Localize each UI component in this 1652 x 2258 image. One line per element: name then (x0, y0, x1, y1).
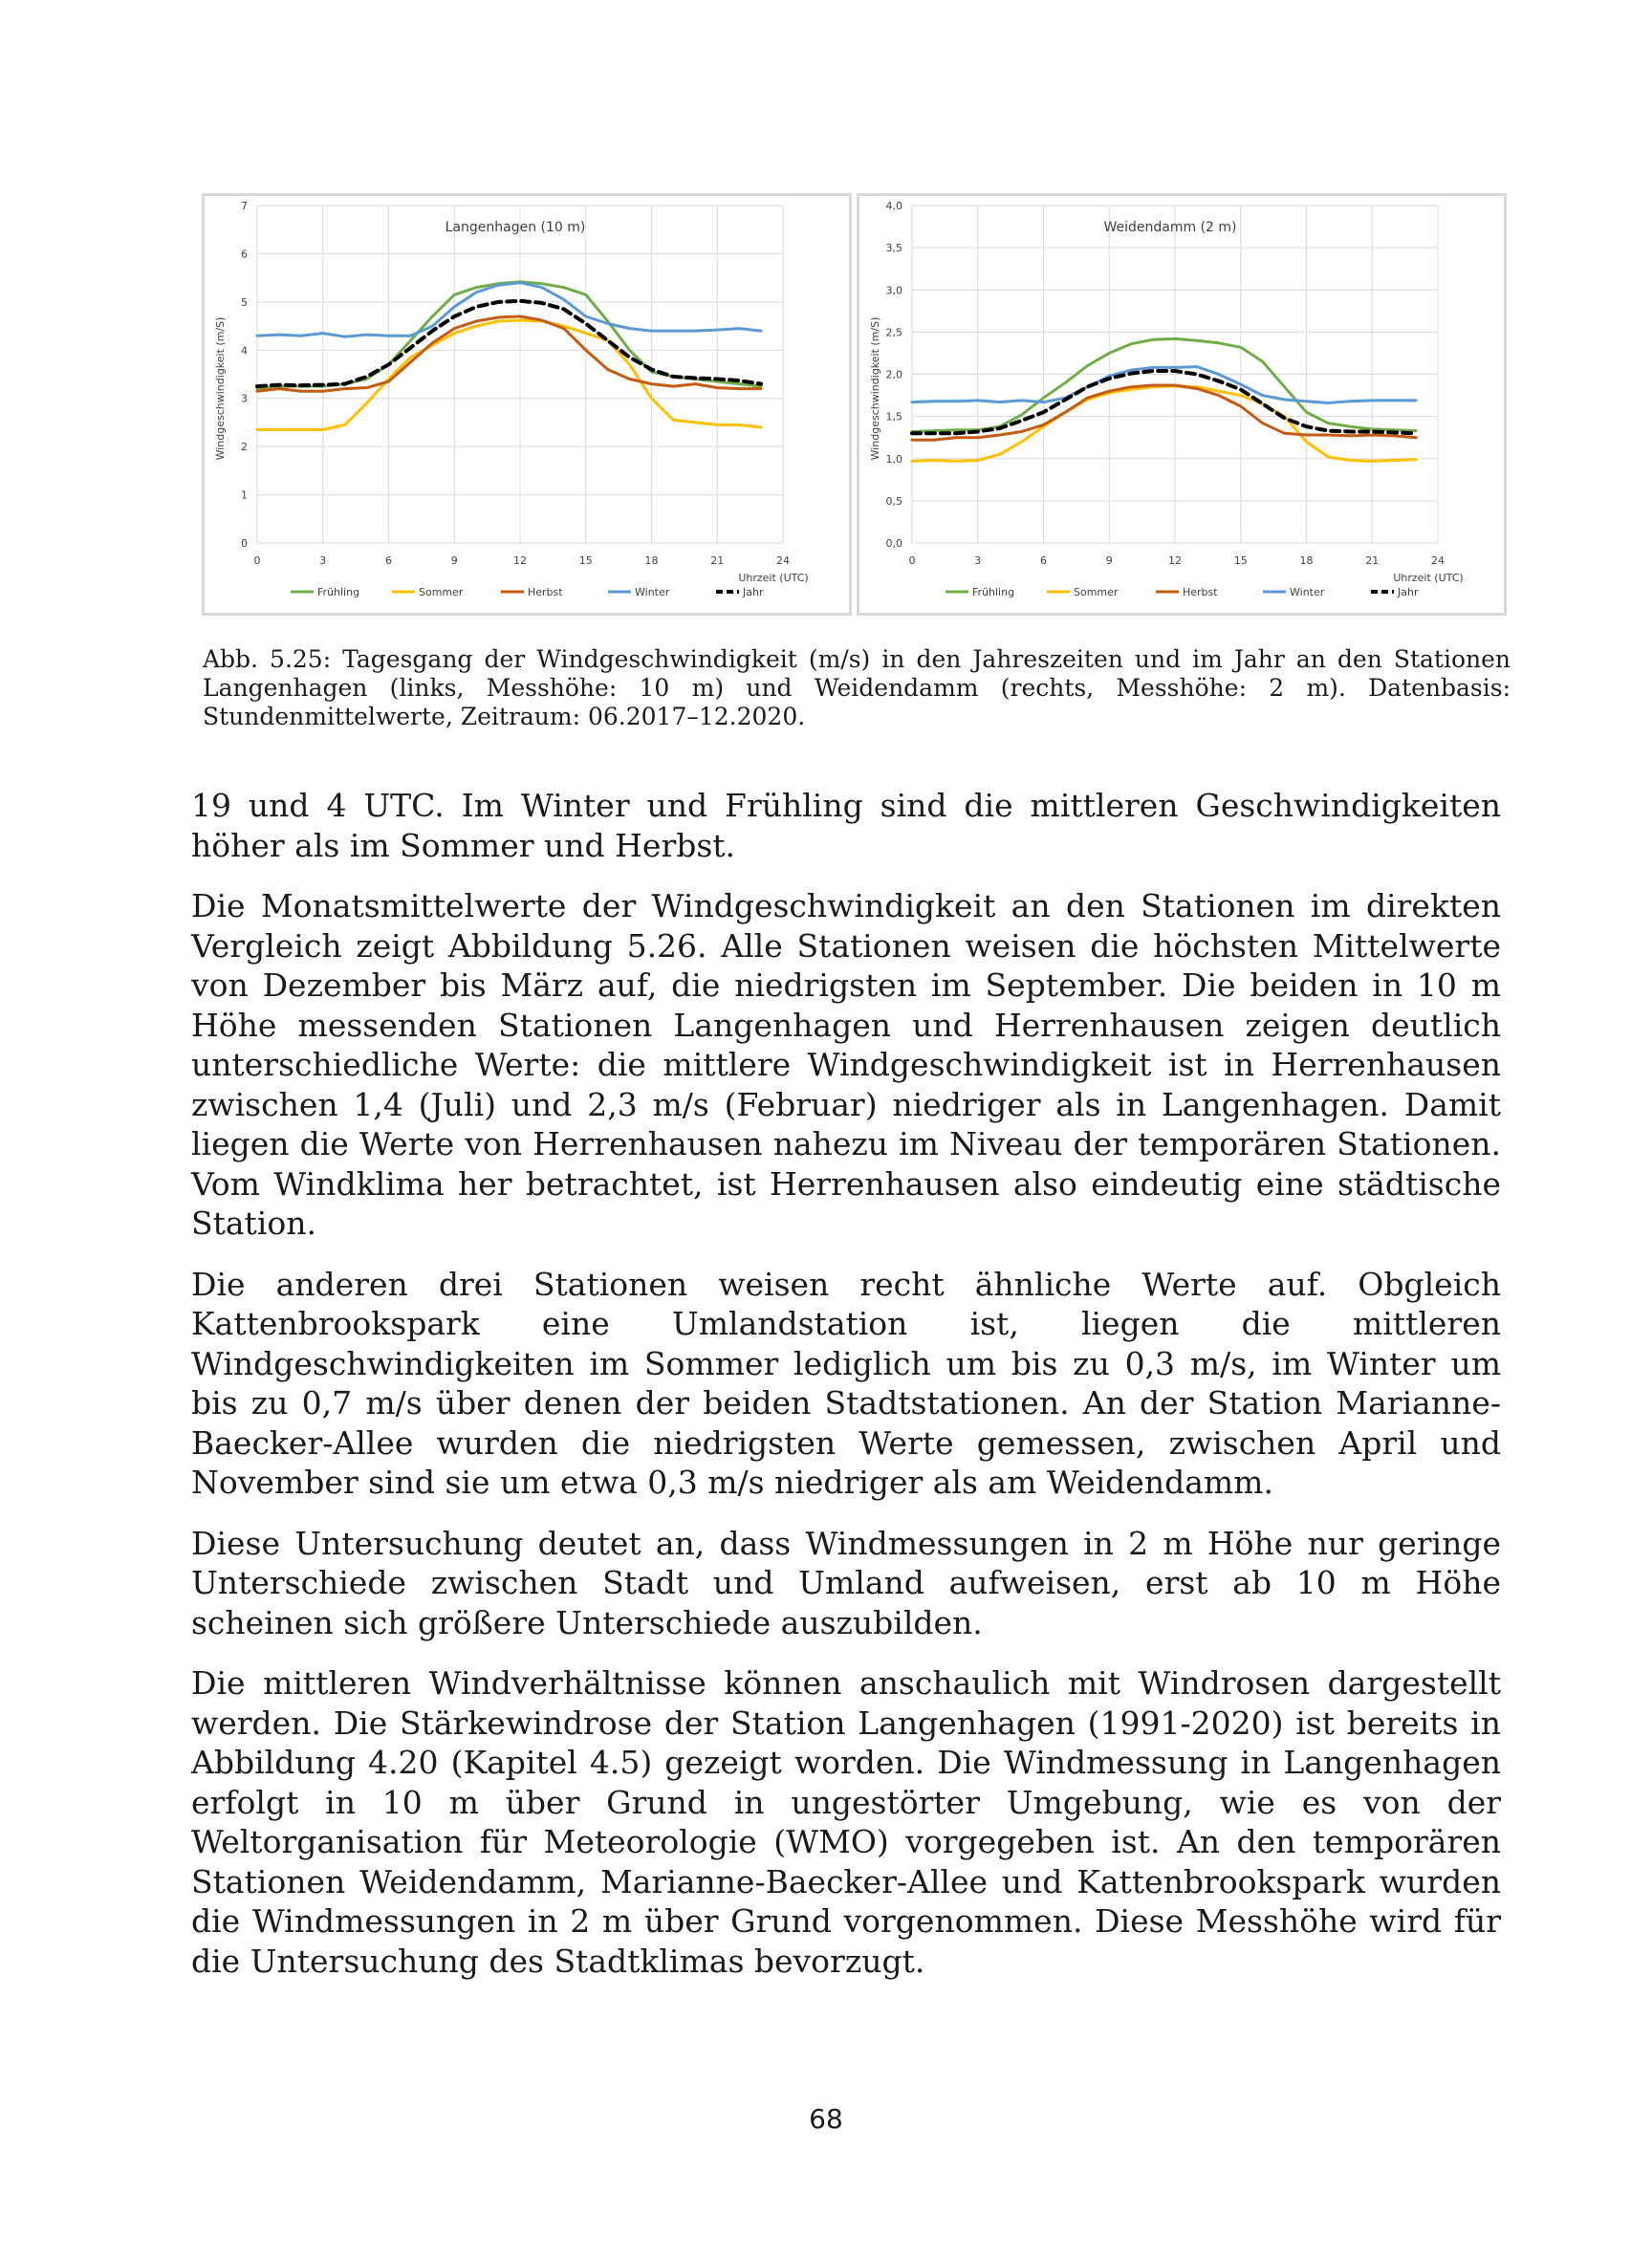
x-tick-label: 21 (1365, 554, 1380, 567)
paragraph: 19 und 4 UTC. Im Winter und Frühling sind die mittleren Geschwindigkeiten höher als im Sommer und Herbst. (191, 787, 1501, 864)
y-tick-label: 3,0 (885, 284, 902, 297)
y-tick-label: 7 (241, 200, 248, 212)
figure-caption: Abb. 5.25: Tagesgang der Windgeschwindigkeit (m/s) in den Jahreszeiten und im Jahr an den Stationen Langenhagen (links, Messhöhe: 10 m) und Weidendamm (rechts, Messhöhe: 2 m). Datenbasis: Stundenmittelwerte, Zeitraum: 06.2017–12.2020. (203, 645, 1511, 730)
y-tick-label: 1,0 (885, 452, 902, 466)
x-tick-label: 3 (319, 554, 327, 567)
y-axis-label: Windgeschwindigkeit (m/S) (869, 316, 881, 461)
x-tick-label: 18 (644, 554, 659, 567)
paragraph: Diese Untersuchung deutet an, dass Windmessungen in 2 m Höhe nur geringe Unterschiede zwischen Stadt und Umland aufweisen, erst ab 10 m Höhe scheinen sich größere Unterschiede auszubilden. (191, 1524, 1501, 1641)
x-tick-label: 0 (253, 554, 261, 567)
y-tick-label: 2 (241, 441, 248, 454)
chart-weidendamm (857, 193, 1507, 616)
series-line-sommer (257, 320, 761, 430)
y-axis-label: Windgeschwindigkeit (m/S) (214, 316, 227, 461)
x-tick-label: 0 (908, 554, 916, 567)
y-tick-label: 3 (241, 392, 248, 405)
x-tick-label: 12 (1168, 554, 1182, 567)
x-axis-label: Uhrzeit (UTC) (738, 572, 809, 584)
series-line-winter (257, 283, 761, 337)
paragraph: Die mittleren Windverhältnisse können anschaulich mit Windrosen dargestellt werden. Die Stärkewindrose der Station Langenhagen (1991-2020) ist bereits in Abbildung 4.20 (Kapitel 4.5) gezeigt worden. Die Windmessung in Langenhagen erfolgt in 10 m über Grund in ungestörter Umgebung, wie es von der Weltorganisation für Meteorologie (WMO) vorgegeben ist. An den temporären Stationen Weidendamm, Marianne-Baecker-Allee und Kattenbrookspark wurden die Windmessungen in 2 m über Grund vorgenommen. Diese Messhöhe wird für die Untersuchung des Stadtklimas bevorzugt. (191, 1664, 1501, 1980)
chart-weidendamm-svg (859, 196, 1504, 613)
legend-label: Jahr (743, 586, 764, 598)
legend-label: Herbst (528, 586, 563, 598)
x-tick-label: 3 (974, 554, 982, 567)
y-tick-label: 6 (241, 248, 248, 261)
page-number: 68 (809, 2103, 843, 2135)
y-tick-label: 1,5 (885, 410, 902, 423)
y-tick-label: 0,5 (885, 494, 902, 508)
y-tick-label: 2,5 (885, 326, 902, 339)
x-tick-label: 15 (578, 554, 593, 567)
chart-langenhagen (202, 193, 852, 616)
legend-label: Sommer (1074, 586, 1119, 598)
x-tick-label: 9 (450, 554, 458, 567)
x-tick-label: 24 (776, 554, 790, 567)
series-line-jahr (257, 301, 761, 386)
legend-label: Frühling (317, 586, 360, 598)
y-tick-label: 1 (241, 489, 248, 502)
x-tick-label: 9 (1105, 554, 1113, 567)
chart-title: Weidendamm (2 m) (1103, 220, 1237, 235)
series-line-herbst (257, 316, 761, 391)
paragraph: Die anderen drei Stationen weisen recht ähnliche Werte auf. Obgleich Kattenbrookspark eine Umlandstation ist, liegen die mittleren Windgeschwindigkeiten im Sommer lediglich um bis zu 0,3 m/s, im Winter um bis zu 0,7 m/s über denen der beiden Stadtstationen. An der Station Marianne-Baecker-Allee wurden die niedrigsten Werte gemessen, zwischen April und November sind sie um etwa 0,3 m/s niedriger als am Weidendamm. (191, 1265, 1501, 1501)
x-tick-label: 6 (1040, 554, 1047, 567)
y-tick-label: 3,5 (885, 242, 902, 255)
y-tick-label: 5 (241, 295, 248, 309)
chart-langenhagen-svg (205, 196, 849, 613)
y-tick-label: 2,0 (885, 368, 902, 381)
x-tick-label: 21 (710, 554, 725, 567)
x-axis-label: Uhrzeit (UTC) (1393, 572, 1464, 584)
legend-label: Winter (1290, 586, 1325, 598)
body-text (191, 786, 1501, 2002)
legend-label: Sommer (419, 586, 464, 598)
x-tick-label: 6 (385, 554, 392, 567)
legend-label: Jahr (1398, 586, 1419, 598)
y-tick-label: 0,0 (885, 537, 902, 550)
y-tick-label: 0 (241, 537, 248, 550)
x-tick-label: 24 (1431, 554, 1445, 567)
paragraph: Die Monatsmittelwerte der Windgeschwindigkeit an den Stationen im direkten Vergleich zeigt Abbildung 5.26. Alle Stationen weisen die höchsten Mittelwerte von Dezember bis März auf, die niedrigsten im September. Die beiden in 10 m Höhe messenden Stationen Langenhagen und Herrenhausen zeigen deutlich unterschiedliche Werte: die mittlere Windgeschwindigkeit ist in Herrenhausen zwischen 1,4 (Juli) und 2,3 m/s (Februar) niedriger als in Langenhagen. Damit liegen die Werte von Herrenhausen nahezu im Niveau der temporären Stationen. Vom Windklima her betrachtet, ist Herrenhausen also eindeutig eine städtische Station. (191, 887, 1501, 1242)
y-tick-label: 4,0 (885, 200, 902, 212)
x-tick-label: 12 (513, 554, 527, 567)
legend-label: Frühling (972, 586, 1015, 598)
x-tick-label: 18 (1299, 554, 1314, 567)
y-tick-label: 4 (241, 344, 248, 358)
chart-title: Langenhagen (10 m) (445, 220, 586, 235)
legend-label: Winter (635, 586, 670, 598)
x-tick-label: 15 (1233, 554, 1248, 567)
legend-label: Herbst (1183, 586, 1218, 598)
